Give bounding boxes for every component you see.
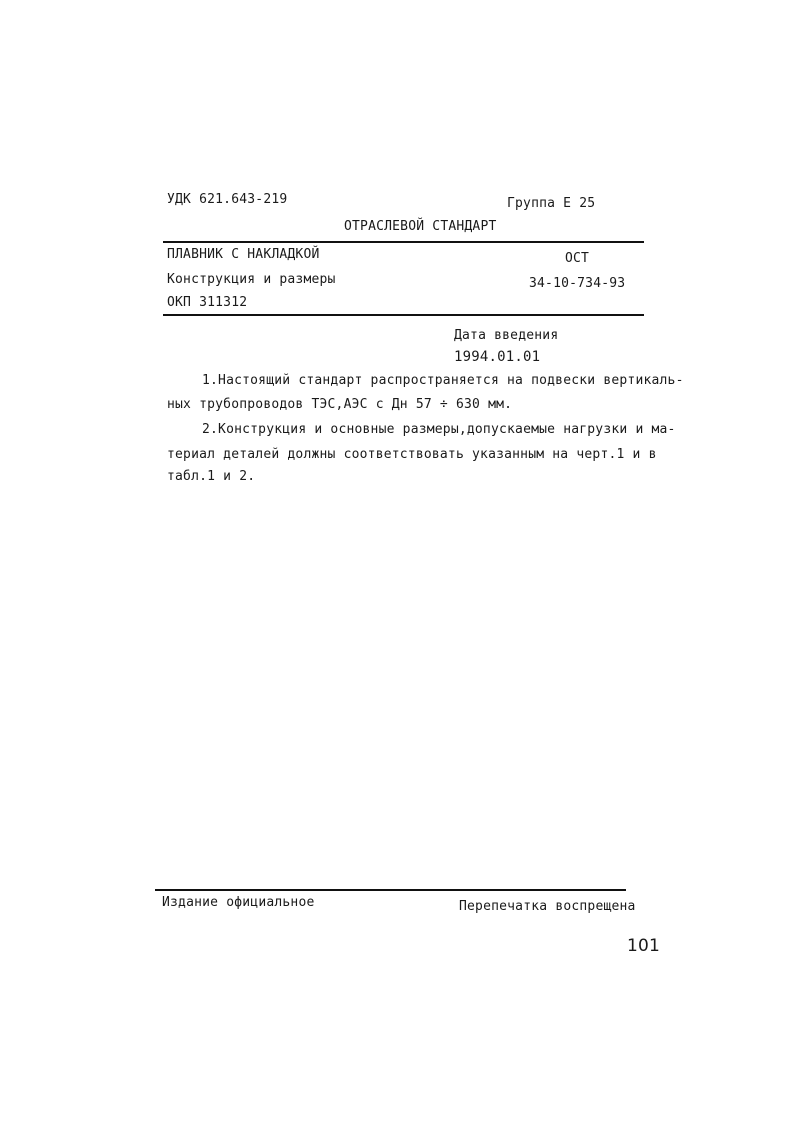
footer-rule	[155, 889, 626, 891]
paragraph-1-line-2: ных трубопроводов ТЭС,АЭС с Дн 57 ÷ 630 мм.	[167, 397, 513, 412]
okp-code: ОКП 311312	[167, 295, 248, 310]
udk-code: УДК 621.643-219	[167, 192, 288, 207]
paragraph-2-line-2: териал деталей должны соответствовать указанным на черт.1 и в	[167, 447, 657, 462]
paragraph-2-line-3: табл.1 и 2.	[167, 469, 256, 484]
group-code: Группа Е 25	[507, 196, 596, 211]
standard-type: ОТРАСЛЕВОЙ СТАНДАРТ	[344, 219, 497, 234]
introduction-date: 1994.01.01	[454, 349, 541, 365]
header-top-rule	[163, 241, 644, 243]
ost-label: ОСТ	[565, 251, 590, 266]
introduction-label: Дата введения	[454, 328, 559, 343]
header-bottom-rule	[163, 314, 644, 316]
paragraph-2-line-1: 2.Конструкция и основные размеры,допускаемые нагрузки и ма-	[202, 422, 676, 437]
page-number: 101	[627, 936, 661, 956]
ost-number: 34-10-734-93	[529, 276, 626, 291]
edition-note: Издание официальное	[162, 895, 315, 910]
document-title: ПЛАВНИК С НАКЛАДКОЙ	[167, 247, 320, 262]
document-subtitle: Конструкция и размеры	[167, 272, 336, 287]
paragraph-1-line-1: 1.Настоящий стандарт распространяется на подвески вертикаль-	[202, 373, 684, 388]
reprint-note: Перепечатка воспрещена	[459, 899, 636, 914]
